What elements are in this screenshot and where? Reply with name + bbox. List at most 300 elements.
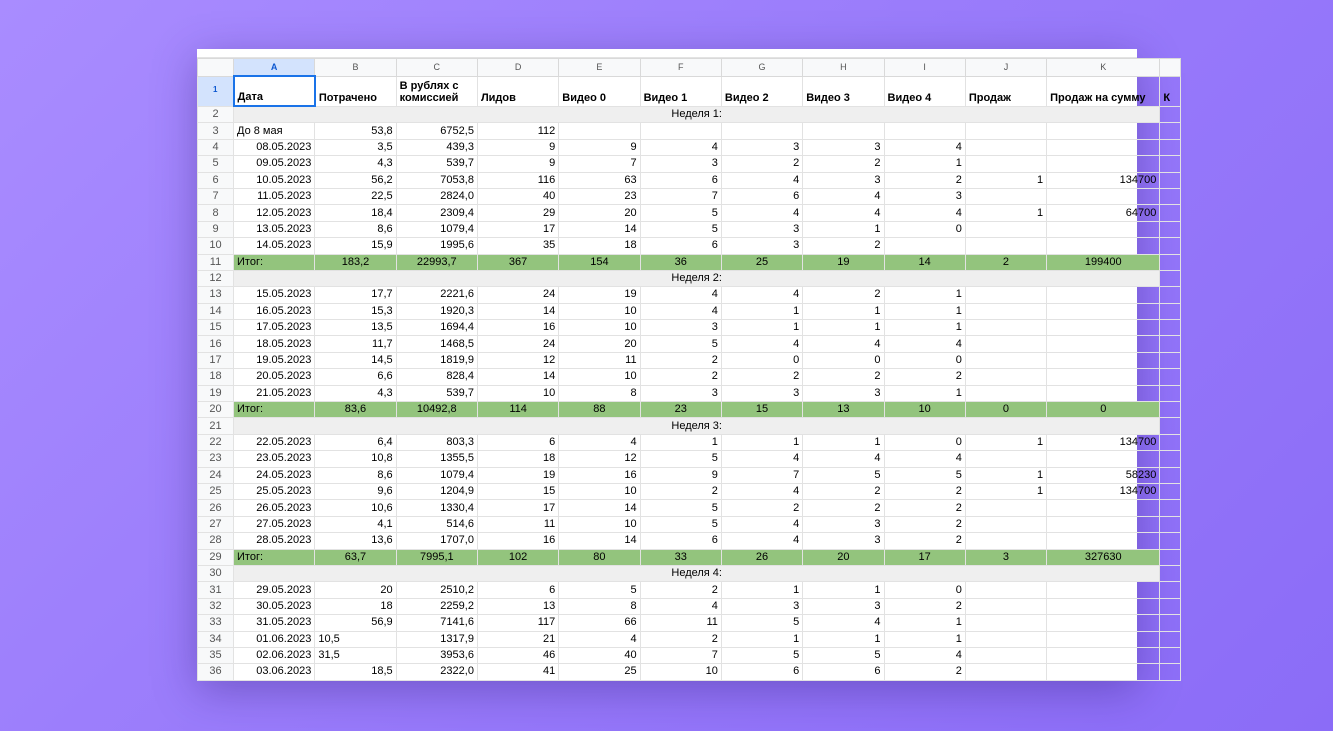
week-label-cell[interactable]: Неделя 2:	[234, 270, 1160, 286]
data-cell[interactable]: 15,3	[315, 303, 396, 319]
data-cell[interactable]: 10	[559, 303, 640, 319]
row-number[interactable]: 8	[198, 205, 234, 221]
column-header-l[interactable]	[1160, 59, 1181, 77]
data-cell[interactable]: 2	[803, 238, 884, 254]
cell[interactable]	[1160, 123, 1181, 139]
data-cell[interactable]: 4	[721, 483, 802, 499]
data-cell[interactable]: 6	[640, 172, 721, 188]
data-cell[interactable]: 19	[477, 467, 558, 483]
row-number[interactable]: 28	[198, 533, 234, 549]
data-cell[interactable]: 10	[559, 369, 640, 385]
data-cell[interactable]: 1	[965, 434, 1046, 450]
data-cell[interactable]	[965, 533, 1046, 549]
data-cell[interactable]: 134700	[1047, 172, 1160, 188]
data-cell[interactable]: 40	[559, 647, 640, 663]
data-cell[interactable]: 56,2	[315, 172, 396, 188]
data-cell[interactable]: 8	[559, 598, 640, 614]
data-cell[interactable]: 0	[884, 352, 965, 368]
data-cell[interactable]	[965, 385, 1046, 401]
data-cell[interactable]: 4	[640, 303, 721, 319]
row-number[interactable]: 23	[198, 451, 234, 467]
data-cell[interactable]: 1330,4	[396, 500, 477, 516]
cell[interactable]	[1160, 664, 1181, 680]
data-cell[interactable]: 1	[884, 615, 965, 631]
week-label-cell[interactable]: Неделя 4:	[234, 565, 1160, 581]
column-header-d[interactable]: D	[477, 59, 558, 77]
total-cell[interactable]: 114	[477, 402, 558, 418]
data-cell[interactable]: 28.05.2023	[234, 533, 315, 549]
cell[interactable]	[1160, 156, 1181, 172]
data-cell[interactable]: 803,3	[396, 434, 477, 450]
data-cell[interactable]: 08.05.2023	[234, 139, 315, 155]
data-cell[interactable]: 12.05.2023	[234, 205, 315, 221]
row-number[interactable]: 17	[198, 352, 234, 368]
data-cell[interactable]	[1047, 533, 1160, 549]
data-cell[interactable]: 4	[884, 451, 965, 467]
data-cell[interactable]: 4	[721, 516, 802, 532]
data-cell[interactable]: 66	[559, 615, 640, 631]
total-cell[interactable]: 83,6	[315, 402, 396, 418]
data-cell[interactable]: 6	[640, 238, 721, 254]
data-cell[interactable]: 12	[559, 451, 640, 467]
week-label-cell[interactable]: Неделя 1:	[234, 106, 1160, 123]
cell[interactable]	[1160, 303, 1181, 319]
total-cell[interactable]: 0	[1047, 402, 1160, 418]
data-cell[interactable]: 1	[803, 303, 884, 319]
row-number[interactable]: 21	[198, 418, 234, 434]
total-cell[interactable]: 10492,8	[396, 402, 477, 418]
data-cell[interactable]	[965, 188, 1046, 204]
row-number[interactable]: 33	[198, 615, 234, 631]
data-cell[interactable]: 0	[884, 221, 965, 237]
total-cell[interactable]: 7995,1	[396, 549, 477, 565]
data-cell[interactable]: 1	[721, 434, 802, 450]
cell[interactable]	[1160, 565, 1181, 581]
data-cell[interactable]: 1079,4	[396, 221, 477, 237]
data-cell[interactable]: 4	[803, 188, 884, 204]
data-cell[interactable]	[1047, 647, 1160, 663]
data-cell[interactable]: 5	[559, 582, 640, 598]
data-cell[interactable]: 117	[477, 615, 558, 631]
total-cell[interactable]: 25	[721, 254, 802, 270]
data-cell[interactable]: 116	[477, 172, 558, 188]
data-cell[interactable]: 1355,5	[396, 451, 477, 467]
row-number[interactable]: 10	[198, 238, 234, 254]
data-cell[interactable]: 24.05.2023	[234, 467, 315, 483]
data-cell[interactable]: 1995,6	[396, 238, 477, 254]
data-cell[interactable]: 15,9	[315, 238, 396, 254]
cell[interactable]	[1160, 402, 1181, 418]
data-cell[interactable]: 6,4	[315, 434, 396, 450]
row-number[interactable]: 34	[198, 631, 234, 647]
data-cell[interactable]: 5	[640, 336, 721, 352]
data-cell[interactable]	[1047, 664, 1160, 680]
data-cell[interactable]: 6	[803, 664, 884, 680]
data-cell[interactable]: 134700	[1047, 483, 1160, 499]
data-cell[interactable]: 1	[721, 320, 802, 336]
row-number[interactable]: 27	[198, 516, 234, 532]
data-cell[interactable]: 12	[477, 352, 558, 368]
data-cell[interactable]: 17,7	[315, 287, 396, 303]
data-cell[interactable]: 6,6	[315, 369, 396, 385]
data-cell[interactable]: 2	[884, 483, 965, 499]
data-cell[interactable]: 1	[884, 631, 965, 647]
data-cell[interactable]: 2	[884, 369, 965, 385]
data-cell[interactable]: 23	[559, 188, 640, 204]
data-cell[interactable]	[1047, 238, 1160, 254]
data-cell[interactable]: 3	[640, 320, 721, 336]
cell[interactable]	[1160, 369, 1181, 385]
data-cell[interactable]: 18	[477, 451, 558, 467]
select-all-corner[interactable]	[198, 59, 234, 77]
data-cell[interactable]: 1	[965, 483, 1046, 499]
data-cell[interactable]	[884, 238, 965, 254]
data-cell[interactable]: 15	[477, 483, 558, 499]
data-cell[interactable]	[640, 123, 721, 139]
row-number[interactable]: 25	[198, 483, 234, 499]
data-cell[interactable]	[965, 631, 1046, 647]
row-number[interactable]: 36	[198, 664, 234, 680]
data-cell[interactable]: 14	[559, 533, 640, 549]
data-cell[interactable]: 21	[477, 631, 558, 647]
cell[interactable]	[1160, 631, 1181, 647]
data-cell[interactable]: 4	[721, 205, 802, 221]
data-cell[interactable]: 20	[559, 205, 640, 221]
data-cell[interactable]: 4	[640, 287, 721, 303]
total-cell[interactable]: 19	[803, 254, 884, 270]
data-cell[interactable]: 539,7	[396, 156, 477, 172]
data-cell[interactable]	[1047, 320, 1160, 336]
data-cell[interactable]	[965, 123, 1046, 139]
data-cell[interactable]	[965, 303, 1046, 319]
data-cell[interactable]: 514,6	[396, 516, 477, 532]
cell[interactable]	[1160, 598, 1181, 614]
data-cell[interactable]	[1047, 582, 1160, 598]
data-cell[interactable]: 828,4	[396, 369, 477, 385]
data-cell[interactable]	[965, 352, 1046, 368]
data-cell[interactable]: 1	[884, 320, 965, 336]
data-cell[interactable]: 112	[477, 123, 558, 139]
total-cell[interactable]: 63,7	[315, 549, 396, 565]
cell[interactable]	[1160, 385, 1181, 401]
data-cell[interactable]: 3	[803, 139, 884, 155]
data-cell[interactable]: 10.05.2023	[234, 172, 315, 188]
data-cell[interactable]: 3953,6	[396, 647, 477, 663]
data-cell[interactable]: 1	[965, 205, 1046, 221]
data-cell[interactable]	[1047, 631, 1160, 647]
data-cell[interactable]	[1047, 287, 1160, 303]
data-cell[interactable]: 16	[559, 467, 640, 483]
data-cell[interactable]: 1819,9	[396, 352, 477, 368]
column-header-a[interactable]: A	[234, 59, 315, 77]
data-cell[interactable]	[965, 664, 1046, 680]
data-cell[interactable]: 3	[721, 221, 802, 237]
data-cell[interactable]: 5	[640, 205, 721, 221]
data-cell[interactable]: 4	[803, 615, 884, 631]
data-cell[interactable]: 3	[803, 172, 884, 188]
data-cell[interactable]	[721, 123, 802, 139]
data-cell[interactable]: 6	[721, 188, 802, 204]
data-cell[interactable]: 14.05.2023	[234, 238, 315, 254]
data-cell[interactable]: 3	[721, 238, 802, 254]
data-cell[interactable]: 1	[721, 582, 802, 598]
data-cell[interactable]: 2	[884, 172, 965, 188]
data-cell[interactable]: 26.05.2023	[234, 500, 315, 516]
data-cell[interactable]: 46	[477, 647, 558, 663]
data-cell[interactable]: 20.05.2023	[234, 369, 315, 385]
row-number[interactable]: 9	[198, 221, 234, 237]
data-cell[interactable]: 1079,4	[396, 467, 477, 483]
data-cell[interactable]: 0	[721, 352, 802, 368]
data-cell[interactable]: 6	[721, 664, 802, 680]
data-cell[interactable]: 4,1	[315, 516, 396, 532]
data-cell[interactable]: 18.05.2023	[234, 336, 315, 352]
data-cell[interactable]: 11.05.2023	[234, 188, 315, 204]
data-cell[interactable]: 14	[559, 500, 640, 516]
row-number[interactable]: 16	[198, 336, 234, 352]
data-cell[interactable]: 1	[803, 221, 884, 237]
data-cell[interactable]: 11,7	[315, 336, 396, 352]
data-cell[interactable]: 5	[884, 467, 965, 483]
data-cell[interactable]: 6	[477, 434, 558, 450]
data-cell[interactable]: 13	[477, 598, 558, 614]
data-cell[interactable]: 4	[721, 451, 802, 467]
data-cell[interactable]: 2	[803, 287, 884, 303]
data-cell[interactable]: 0	[884, 434, 965, 450]
cell[interactable]	[1160, 254, 1181, 270]
data-cell[interactable]: 4	[640, 598, 721, 614]
total-cell[interactable]: 23	[640, 402, 721, 418]
data-cell[interactable]: 16.05.2023	[234, 303, 315, 319]
row-number[interactable]: 6	[198, 172, 234, 188]
data-cell[interactable]: 2221,6	[396, 287, 477, 303]
data-cell[interactable]: 5	[721, 647, 802, 663]
cell[interactable]	[1160, 434, 1181, 450]
total-cell[interactable]: 33	[640, 549, 721, 565]
data-cell[interactable]: 22.05.2023	[234, 434, 315, 450]
data-cell[interactable]: 13,6	[315, 533, 396, 549]
header-cell[interactable]: Видео 0	[559, 76, 640, 106]
spreadsheet-grid[interactable]	[197, 58, 1181, 681]
data-cell[interactable]	[965, 287, 1046, 303]
data-cell[interactable]: 2	[803, 500, 884, 516]
row-number[interactable]: 2	[198, 106, 234, 123]
column-header-e[interactable]: E	[559, 59, 640, 77]
data-cell[interactable]	[1047, 385, 1160, 401]
data-cell[interactable]: 9	[477, 156, 558, 172]
data-cell[interactable]: 2	[640, 369, 721, 385]
cell[interactable]	[1160, 270, 1181, 286]
column-header-g[interactable]: G	[721, 59, 802, 77]
cell[interactable]	[1160, 139, 1181, 155]
data-cell[interactable]: 13,5	[315, 320, 396, 336]
header-cell[interactable]: Лидов	[477, 76, 558, 106]
data-cell[interactable]	[1047, 123, 1160, 139]
data-cell[interactable]: 7141,6	[396, 615, 477, 631]
data-cell[interactable]: 14	[477, 369, 558, 385]
data-cell[interactable]	[965, 582, 1046, 598]
data-cell[interactable]	[1047, 451, 1160, 467]
data-cell[interactable]	[559, 123, 640, 139]
data-cell[interactable]: 4	[721, 287, 802, 303]
cell[interactable]	[1160, 221, 1181, 237]
data-cell[interactable]: 25	[559, 664, 640, 680]
data-cell[interactable]: 29	[477, 205, 558, 221]
header-cell[interactable]: К	[1160, 76, 1181, 106]
header-cell[interactable]: Продаж на сумму	[1047, 76, 1160, 106]
cell[interactable]	[1160, 483, 1181, 499]
data-cell[interactable]: 1	[965, 172, 1046, 188]
data-cell[interactable]	[1047, 369, 1160, 385]
data-cell[interactable]	[1047, 598, 1160, 614]
data-cell[interactable]: 10,6	[315, 500, 396, 516]
data-cell[interactable]: 4,3	[315, 385, 396, 401]
data-cell[interactable]: 10	[477, 385, 558, 401]
data-cell[interactable]: 5	[721, 615, 802, 631]
data-cell[interactable]: 2	[640, 483, 721, 499]
column-header-i[interactable]: I	[884, 59, 965, 77]
data-cell[interactable]: 2322,0	[396, 664, 477, 680]
total-cell[interactable]: 88	[559, 402, 640, 418]
data-cell[interactable]: 6752,5	[396, 123, 477, 139]
data-cell[interactable]: 35	[477, 238, 558, 254]
data-cell[interactable]	[965, 516, 1046, 532]
total-cell[interactable]: 22993,7	[396, 254, 477, 270]
data-cell[interactable]: 41	[477, 664, 558, 680]
data-cell[interactable]: 02.06.2023	[234, 647, 315, 663]
row-number[interactable]: 12	[198, 270, 234, 286]
data-cell[interactable]: 1	[803, 582, 884, 598]
data-cell[interactable]: 1	[640, 434, 721, 450]
data-cell[interactable]: 1	[884, 385, 965, 401]
data-cell[interactable]	[1047, 516, 1160, 532]
data-cell[interactable]: 2	[884, 533, 965, 549]
data-cell[interactable]: 01.06.2023	[234, 631, 315, 647]
row-number[interactable]: 13	[198, 287, 234, 303]
data-cell[interactable]: 10,5	[315, 631, 396, 647]
data-cell[interactable]: 4	[803, 451, 884, 467]
column-header-j[interactable]: J	[965, 59, 1046, 77]
row-number[interactable]: 3	[198, 123, 234, 139]
total-cell[interactable]: 199400	[1047, 254, 1160, 270]
data-cell[interactable]: 56,9	[315, 615, 396, 631]
week-label-cell[interactable]: Неделя 3:	[234, 418, 1160, 434]
data-cell[interactable]: 3	[884, 188, 965, 204]
data-cell[interactable]: 3	[721, 139, 802, 155]
data-cell[interactable]: 30.05.2023	[234, 598, 315, 614]
data-cell[interactable]: 539,7	[396, 385, 477, 401]
data-cell[interactable]	[965, 647, 1046, 663]
data-cell[interactable]: 2	[803, 369, 884, 385]
data-cell[interactable]: 27.05.2023	[234, 516, 315, 532]
data-cell[interactable]: 9	[640, 467, 721, 483]
data-cell[interactable]: 11	[640, 615, 721, 631]
data-cell[interactable]: 8,6	[315, 221, 396, 237]
total-cell[interactable]: 154	[559, 254, 640, 270]
data-cell[interactable]: 16	[477, 320, 558, 336]
data-cell[interactable]: 0	[884, 582, 965, 598]
data-cell[interactable]: 4	[640, 139, 721, 155]
data-cell[interactable]: 134700	[1047, 434, 1160, 450]
data-cell[interactable]: 1920,3	[396, 303, 477, 319]
data-cell[interactable]: 11	[477, 516, 558, 532]
data-cell[interactable]: 64700	[1047, 205, 1160, 221]
data-cell[interactable]: 7	[559, 156, 640, 172]
data-cell[interactable]: 3	[803, 385, 884, 401]
data-cell[interactable]: 2	[884, 516, 965, 532]
row-number[interactable]: 4	[198, 139, 234, 155]
total-cell[interactable]: 14	[884, 254, 965, 270]
data-cell[interactable]: 1468,5	[396, 336, 477, 352]
data-cell[interactable]: 21.05.2023	[234, 385, 315, 401]
row-number[interactable]: 31	[198, 582, 234, 598]
data-cell[interactable]: 53,8	[315, 123, 396, 139]
column-header-h[interactable]: H	[803, 59, 884, 77]
data-cell[interactable]	[965, 139, 1046, 155]
data-cell[interactable]: 6	[477, 582, 558, 598]
row-number[interactable]: 24	[198, 467, 234, 483]
data-cell[interactable]: 1	[884, 287, 965, 303]
data-cell[interactable]: 1	[965, 467, 1046, 483]
data-cell[interactable]: 4	[884, 647, 965, 663]
cell[interactable]	[1160, 418, 1181, 434]
row-number[interactable]: 7	[198, 188, 234, 204]
cell[interactable]	[1160, 106, 1181, 123]
header-cell[interactable]: Видео 1	[640, 76, 721, 106]
data-cell[interactable]: 13.05.2023	[234, 221, 315, 237]
data-cell[interactable]: До 8 мая	[234, 123, 315, 139]
column-header-f[interactable]: F	[640, 59, 721, 77]
data-cell[interactable]: 2510,2	[396, 582, 477, 598]
data-cell[interactable]	[965, 336, 1046, 352]
data-cell[interactable]	[965, 156, 1046, 172]
data-cell[interactable]	[965, 598, 1046, 614]
data-cell[interactable]: 4	[803, 205, 884, 221]
data-cell[interactable]: 40	[477, 188, 558, 204]
data-cell[interactable]: 2309,4	[396, 205, 477, 221]
data-cell[interactable]: 3	[640, 385, 721, 401]
cell[interactable]	[1160, 467, 1181, 483]
data-cell[interactable]: 4	[884, 205, 965, 221]
data-cell[interactable]: 20	[315, 582, 396, 598]
data-cell[interactable]: 18,5	[315, 664, 396, 680]
data-cell[interactable]: 17	[477, 221, 558, 237]
cell[interactable]	[1160, 352, 1181, 368]
data-cell[interactable]: 2824,0	[396, 188, 477, 204]
data-cell[interactable]	[1047, 352, 1160, 368]
header-cell[interactable]: Видео 3	[803, 76, 884, 106]
data-cell[interactable]: 2	[803, 156, 884, 172]
total-cell[interactable]: 3	[965, 549, 1046, 565]
data-cell[interactable]: 4	[884, 336, 965, 352]
data-cell[interactable]: 4	[721, 172, 802, 188]
data-cell[interactable]: 6	[640, 533, 721, 549]
data-cell[interactable]: 10	[559, 320, 640, 336]
data-cell[interactable]: 7	[640, 647, 721, 663]
data-cell[interactable]: 1	[721, 631, 802, 647]
data-cell[interactable]: 7	[721, 467, 802, 483]
cell[interactable]	[1160, 549, 1181, 565]
cell[interactable]	[1160, 533, 1181, 549]
data-cell[interactable]: 9	[559, 139, 640, 155]
row-number[interactable]: 14	[198, 303, 234, 319]
data-cell[interactable]: 4	[721, 336, 802, 352]
row-number[interactable]: 18	[198, 369, 234, 385]
data-cell[interactable]: 31.05.2023	[234, 615, 315, 631]
data-cell[interactable]: 9	[477, 139, 558, 155]
data-cell[interactable]: 1	[884, 303, 965, 319]
data-cell[interactable]: 0	[803, 352, 884, 368]
